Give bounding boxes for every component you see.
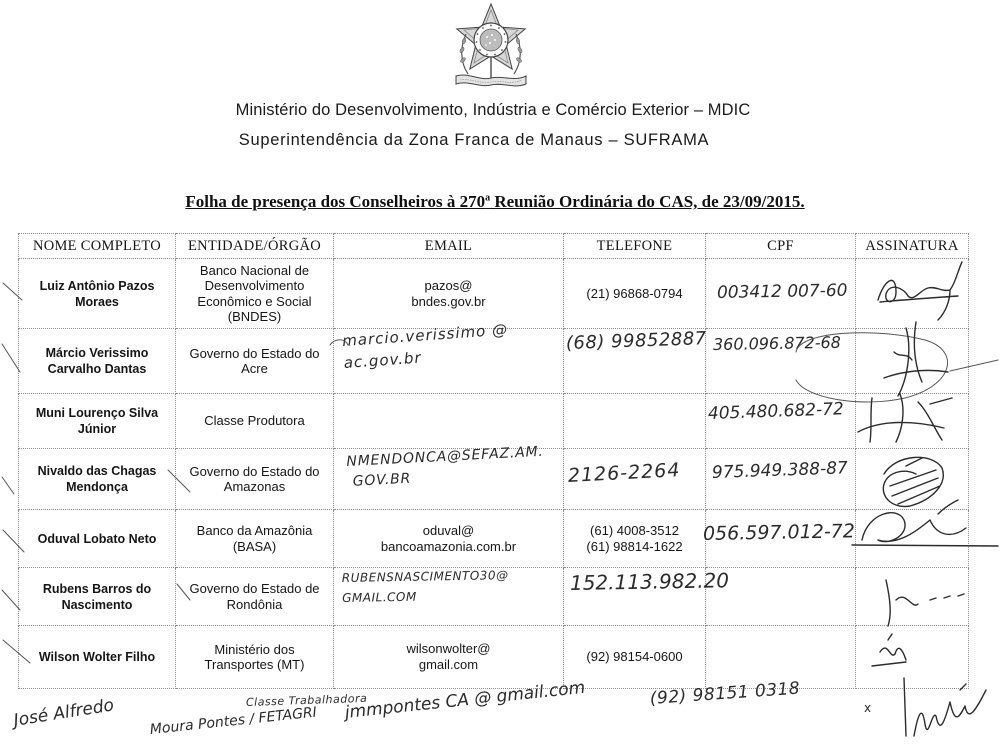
- member-entity: Banco Nacional de Desenvolvimento Econômico e Social (BNDES): [176, 259, 334, 329]
- member-email-cell: [334, 394, 564, 449]
- column-header-cpf: CPF: [706, 234, 856, 259]
- coat-of-arms-emblem: [450, 2, 532, 90]
- handwritten-phone: (68) 99852887: [565, 328, 708, 354]
- handwritten-cpf: 360.096.872-68: [712, 332, 842, 354]
- document-title: [0, 192, 990, 212]
- member-name: Luiz Antônio Pazos Moraes: [19, 259, 176, 329]
- member-phone: (92) 98154-0600: [564, 626, 706, 689]
- member-email: pazos@ bndes.gov.br: [334, 259, 564, 329]
- member-entity: Governo do Estado de Rondônia: [176, 568, 334, 626]
- member-signature-cell: [856, 568, 969, 626]
- member-signature-cell: [856, 259, 969, 329]
- member-signature-cell: [856, 394, 969, 449]
- column-header-phone: TELEFONE: [564, 234, 706, 259]
- handwritten-email: jmmpontes CA @ gmail.com: [343, 677, 587, 723]
- handwritten-phone: (92) 98151 0318: [649, 678, 801, 709]
- column-header-entity: ENTIDADE/ÓRGÃO: [176, 234, 334, 259]
- member-signature-cell: [856, 329, 969, 394]
- member-phone: (21) 96868-0794: [564, 259, 706, 329]
- handwritten-email: RUBENSNASCIMENTO30@ GMAIL.COM: [341, 568, 509, 605]
- handwritten-group: Classe Trabalhadora: [245, 691, 368, 709]
- handwritten-surname-org: Moura Pontes / FETAGRI: [149, 704, 318, 738]
- column-header-email: EMAIL: [334, 234, 564, 259]
- member-entity: Classe Produtora: [176, 394, 334, 449]
- handwritten-cpf: 405.480.682-72: [707, 399, 845, 424]
- handwritten-first-name: José Alfredo: [12, 695, 116, 731]
- handwritten-phone: 152.113.982.20: [569, 568, 730, 595]
- ministry-heading: Ministério do Desenvolvimento, Indústria e Comércio Exterior – MDIC: [235, 101, 751, 119]
- agency-heading: Superintendência da Zona Franca de Manaus – SUFRAMA: [238, 131, 710, 149]
- handwritten-cpf: 003412 007-60: [716, 280, 848, 303]
- member-entity: Ministério dos Transportes (MT): [176, 626, 334, 689]
- handwritten-mark: x: [864, 701, 872, 715]
- table-row: [19, 626, 969, 689]
- title-main: Folha de presença dos Conselheiros à 270: [185, 192, 486, 211]
- member-signature-cell: [856, 626, 969, 689]
- handwritten-cpf: 975.949.388-87: [711, 458, 849, 483]
- handwritten-email: NMENDONCA@SEFAZ.AM. GOV.BR: [346, 443, 545, 490]
- member-signature-cell: [856, 449, 969, 510]
- member-name: Wilson Wolter Filho: [19, 626, 176, 689]
- title-ordinal-suffix: a: [485, 192, 491, 204]
- member-name: Nivaldo das Chagas Mendonça: [19, 449, 176, 510]
- handwritten-cpf: 056.597.012-72: [702, 520, 856, 545]
- member-entity: Governo do Estado do Amazonas: [176, 449, 334, 510]
- member-email: wilsonwolter@ gmail.com: [334, 626, 564, 689]
- member-name: Márcio Verissimo Carvalho Dantas: [19, 329, 176, 394]
- handwritten-phone: 2126-2264: [567, 459, 681, 487]
- member-name: Rubens Barros do Nascimento: [19, 568, 176, 626]
- handwritten-email: marcio.verissimo @ ac.gov.br: [341, 320, 509, 372]
- member-phone-cell: [564, 394, 706, 449]
- member-entity: Banco da Amazônia (BASA): [176, 510, 334, 568]
- column-header-signature: ASSINATURA: [856, 234, 969, 259]
- member-name: Muni Lourenço Silva Júnior: [19, 394, 176, 449]
- member-name: Oduval Lobato Neto: [19, 510, 176, 568]
- title-rest: Reunião Ordinária do CAS, de 23/09/2015.: [490, 192, 805, 211]
- table-header-row: [19, 234, 969, 259]
- member-email: oduval@ bancoamazonia.com.br: [334, 510, 564, 568]
- member-signature-cell: [856, 510, 969, 568]
- column-header-name: NOME COMPLETO: [19, 234, 176, 259]
- member-entity: Governo do Estado do Acre: [176, 329, 334, 394]
- member-phone: (61) 4008-3512 (61) 98814-1622: [564, 510, 706, 568]
